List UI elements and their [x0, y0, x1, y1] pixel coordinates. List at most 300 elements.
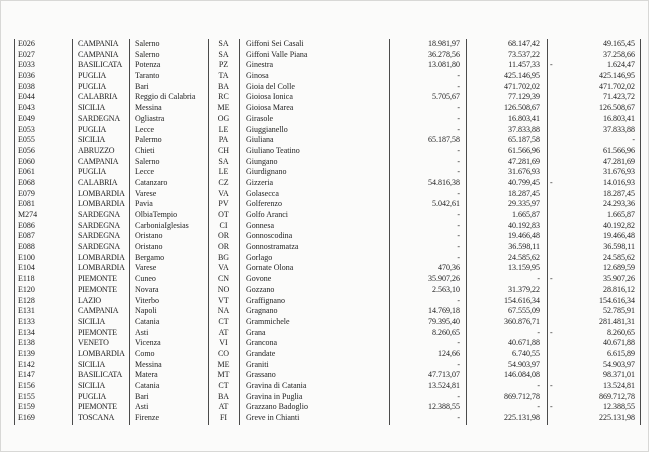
code-cell: E027: [18, 49, 35, 59]
amount3-value: 37.258,66: [603, 49, 635, 59]
municipalities-table: [14, 39, 641, 425]
amount3-value: 154.616,34: [599, 295, 635, 305]
province-cell: Cuneo: [135, 274, 156, 284]
amount3-cell: [547, 349, 641, 360]
code-cell: E043: [18, 103, 35, 113]
amount2-cell: 54.903,97: [508, 359, 540, 369]
amount3-cell: [547, 167, 641, 178]
province-code-cell: ME: [217, 103, 230, 113]
table-row: [14, 306, 641, 317]
amount3-cell: [547, 392, 641, 403]
table-row: [14, 392, 641, 403]
province-code-cell: BA: [217, 81, 230, 91]
amount1-cell: 79.395,40: [428, 316, 460, 326]
region-cell: LOMBARDIA: [78, 263, 125, 273]
code-cell: E120: [18, 284, 35, 294]
province-code-cell: FI: [219, 413, 228, 423]
amount2-cell: 225.131,98: [504, 413, 540, 423]
code-cell: E169: [18, 413, 35, 423]
table-row: [14, 381, 641, 392]
province-code-cell: NA: [217, 306, 230, 316]
municipality-cell: Grancona: [246, 338, 278, 348]
amount3-cell: [547, 413, 641, 424]
amount2-cell: 29.335,97: [508, 199, 540, 209]
region-cell: SICILIA: [78, 135, 106, 145]
table-row: [14, 50, 641, 61]
amount2-cell: 67.555,09: [508, 306, 540, 316]
province-cell: Potenza: [135, 60, 161, 70]
province-code-cell: CO: [217, 348, 230, 358]
table-row: [14, 210, 641, 221]
code-cell: E038: [18, 81, 35, 91]
amount2-cell: 869.712,78: [504, 391, 540, 401]
amount3-cell: [547, 360, 641, 371]
municipality-cell: Golferenzo: [246, 199, 282, 209]
amount3-value: 54.903,97: [603, 359, 635, 369]
region-cell: PUGLIA: [78, 71, 107, 81]
municipality-cell: Giffoni Valle Piana: [246, 49, 308, 59]
region-cell: SICILIA: [78, 381, 106, 390]
region-cell: LOMBARDIA: [78, 252, 125, 262]
amount3-cell: [547, 253, 641, 264]
amount3-value: 35.907,26: [603, 274, 635, 284]
province-code-cell: CN: [217, 274, 230, 284]
province-cell: Pavia: [135, 199, 153, 209]
amount2-cell: 471.702,02: [504, 81, 540, 91]
table-row: [14, 413, 641, 424]
code-cell: E155: [18, 391, 35, 401]
province-code-cell: SA: [218, 156, 229, 166]
amount1-cell: -: [457, 242, 460, 252]
code-cell: E156: [18, 381, 35, 390]
amount1-cell: -: [457, 167, 460, 177]
amount2-cell: 18.287,45: [508, 188, 540, 198]
province-code-cell: PV: [218, 199, 229, 209]
code-cell: E053: [18, 124, 35, 134]
code-cell: E133: [18, 316, 35, 326]
province-cell: Asti: [135, 402, 149, 412]
code-cell: E044: [18, 92, 35, 102]
municipality-cell: Gioia del Colle: [246, 81, 295, 91]
amount3-cell: [547, 146, 641, 157]
province-code-cell: AT: [218, 402, 229, 412]
amount3-value: 24.585,62: [603, 252, 635, 262]
table-row: [14, 274, 641, 285]
code-cell: E142: [18, 359, 35, 369]
code-cell: E139: [18, 348, 35, 358]
amount2-cell: 65.187,58: [508, 135, 540, 145]
table-row: [14, 253, 641, 264]
amount1-cell: 18.981,97: [428, 39, 460, 48]
table-row: [14, 103, 641, 114]
province-cell: Varese: [135, 188, 157, 198]
municipality-cell: Girasole: [246, 113, 274, 123]
amount1-cell: 54.816,38: [428, 177, 460, 187]
province-cell: CarboniaIglesias: [135, 220, 189, 230]
amount3-cell: [547, 103, 641, 114]
amount3-cell: [547, 231, 641, 242]
municipality-cell: Giuggianello: [246, 124, 288, 134]
amount2-cell: 31.379,22: [508, 284, 540, 294]
region-cell: SARDEGNA: [78, 210, 120, 219]
code-cell: E056: [18, 145, 35, 155]
amount1-cell: -: [457, 81, 460, 91]
code-cell: E068: [18, 177, 35, 187]
table-row: [14, 39, 641, 50]
region-cell: ABRUZZO: [78, 145, 115, 155]
negative-sign: -: [550, 60, 553, 70]
amount3-value: 869.712,78: [599, 391, 635, 401]
amount1-cell: 65.187,58: [428, 135, 460, 145]
province-cell: Firenze: [135, 413, 159, 423]
amount2-cell: 154.616,34: [504, 295, 540, 305]
amount2-cell: 40.799,45: [508, 177, 540, 187]
municipality-cell: Gorlago: [246, 252, 273, 262]
amount3-cell: [547, 221, 641, 232]
province-code-cell: VI: [219, 338, 228, 348]
code-cell: E104: [18, 263, 35, 273]
province-cell: Messina: [135, 103, 162, 113]
amount3-value: 24.293,36: [603, 199, 635, 209]
amount1-cell: 470,36: [438, 263, 460, 273]
amount3-cell: [547, 189, 641, 200]
municipality-cell: Gornate Olona: [246, 263, 294, 273]
amount3-value: 71.423,72: [603, 92, 635, 102]
province-cell: Novara: [135, 284, 159, 294]
table-row: [14, 296, 641, 307]
amount3-value: 6.615,89: [607, 348, 635, 358]
table-row: [14, 402, 641, 413]
table-row: [14, 360, 641, 371]
amount3-value: 49.165,45: [603, 39, 635, 48]
province-code-cell: OT: [218, 210, 229, 219]
amount3-value: 1.665,87: [607, 210, 635, 219]
province-cell: Vicenza: [135, 338, 161, 348]
negative-sign: -: [550, 381, 553, 390]
amount3-value: 28.816,12: [603, 284, 635, 294]
table-row: [14, 242, 641, 253]
municipality-cell: Gozzano: [246, 284, 275, 294]
amount3-value: 47.281,69: [603, 156, 635, 166]
region-cell: SICILIA: [78, 316, 106, 326]
province-cell: Salerno: [135, 156, 160, 166]
amount2-cell: 1.665,87: [512, 210, 540, 219]
region-cell: CALABRIA: [78, 92, 118, 102]
amount3-value: 14.016,93: [603, 177, 635, 187]
amount3-cell: [547, 71, 641, 82]
amount3-value: 61.566,96: [603, 145, 635, 155]
amount3-value: 18.287,45: [603, 188, 635, 198]
province-code-cell: VA: [218, 188, 229, 198]
code-cell: M274: [18, 210, 38, 219]
province-cell: Asti: [135, 327, 149, 337]
province-code-cell: PZ: [218, 60, 229, 70]
code-cell: E131: [18, 306, 35, 316]
table-row: [14, 370, 641, 381]
region-cell: BASILICATA: [78, 60, 123, 70]
municipality-cell: Gravina in Puglia: [246, 391, 303, 401]
province-cell: Taranto: [135, 71, 160, 81]
amount2-cell: 146.084,08: [504, 370, 540, 380]
province-code-cell: LE: [218, 167, 229, 177]
amount1-cell: -: [457, 145, 460, 155]
amount3-cell: [547, 60, 641, 71]
region-cell: PUGLIA: [78, 391, 107, 401]
region-cell: VENETO: [78, 338, 109, 348]
amount1-cell: -: [457, 220, 460, 230]
municipality-cell: Grana: [246, 327, 266, 337]
table-row: [14, 82, 641, 93]
region-cell: TOSCANA: [78, 413, 115, 423]
province-code-cell: NO: [217, 284, 230, 294]
amount1-cell: -: [457, 156, 460, 166]
code-cell: E118: [18, 274, 35, 284]
amount3-cell: [547, 328, 641, 339]
table-row: [14, 157, 641, 168]
municipality-cell: Gioiosa Ionica: [246, 92, 293, 102]
municipality-cell: Graniti: [246, 359, 269, 369]
amount3-value: 425.146,95: [599, 71, 635, 81]
amount3-value: 12.689,59: [603, 263, 635, 273]
amount1-cell: -: [457, 103, 460, 113]
amount3-value: 1.624,47: [607, 60, 635, 70]
amount1-cell: 14.769,18: [428, 306, 460, 316]
amount1-cell: -: [457, 338, 460, 348]
code-cell: E088: [18, 242, 35, 252]
amount3-value: 31.676,93: [603, 167, 635, 177]
municipality-cell: Giuliana: [246, 135, 274, 145]
region-cell: LOMBARDIA: [78, 188, 125, 198]
amount2-cell: 425.146,95: [504, 71, 540, 81]
amount3-cell: [547, 370, 641, 381]
amount3-cell: [547, 178, 641, 189]
amount3-cell: [547, 263, 641, 274]
municipality-cell: Gioiosa Marea: [246, 103, 294, 113]
province-cell: Oristano: [135, 231, 163, 241]
table-row: [14, 328, 641, 339]
amount1-cell: 124,66: [438, 348, 460, 358]
amount2-cell: 13.159,95: [508, 263, 540, 273]
province-code-cell: OG: [217, 113, 230, 123]
amount2-cell: 24.585,62: [508, 252, 540, 262]
province-code-cell: CI: [219, 220, 228, 230]
code-cell: E128: [18, 295, 35, 305]
negative-sign: -: [550, 327, 553, 337]
province-cell: Varese: [135, 263, 157, 273]
amount3-value: -: [632, 135, 635, 145]
region-cell: PUGLIA: [78, 167, 107, 177]
amount3-value: 12.388,55: [603, 402, 635, 412]
amount3-value: 13.524,81: [603, 381, 635, 390]
amount2-cell: 126.508,67: [504, 103, 540, 113]
amount3-value: 52.785,91: [603, 306, 635, 316]
province-cell: Napoli: [135, 306, 157, 316]
amount2-cell: -: [537, 274, 540, 284]
amount3-cell: [547, 199, 641, 210]
province-code-cell: CT: [218, 381, 229, 390]
municipality-cell: Giungano: [246, 156, 278, 166]
amount1-cell: 5.042,61: [432, 199, 460, 209]
code-cell: E061: [18, 167, 35, 177]
municipality-cell: Giffoni Sei Casali: [246, 39, 304, 48]
amount3-cell: [547, 135, 641, 146]
table-row: [14, 317, 641, 328]
municipality-cell: Gravina di Catania: [246, 381, 307, 390]
province-code-cell: PA: [218, 135, 229, 145]
amount2-cell: 37.833,88: [508, 124, 540, 134]
amount1-cell: -: [457, 210, 460, 219]
amount3-cell: [547, 296, 641, 307]
amount1-cell: 12.388,55: [428, 402, 460, 412]
province-cell: Viterbo: [135, 295, 159, 305]
code-cell: E138: [18, 338, 35, 348]
province-cell: Catanzaro: [135, 177, 168, 187]
table-row: [14, 178, 641, 189]
amount3-value: 225.131,98: [599, 413, 635, 423]
province-cell: Messina: [135, 359, 162, 369]
amount2-cell: -: [537, 402, 540, 412]
region-cell: CALABRIA: [78, 177, 118, 187]
province-cell: Bergamo: [135, 252, 165, 262]
amount2-cell: 77.129,39: [508, 92, 540, 102]
municipality-cell: Greve in Chianti: [246, 413, 300, 423]
province-code-cell: VA: [218, 263, 229, 273]
municipality-cell: Grazzano Badoglio: [246, 402, 308, 412]
region-cell: PUGLIA: [78, 81, 107, 91]
region-cell: CAMPANIA: [78, 306, 119, 316]
amount1-cell: 47.713,07: [428, 370, 460, 380]
amount1-cell: -: [457, 71, 460, 81]
table-row: [14, 135, 641, 146]
amount3-value: 37.833,88: [603, 124, 635, 134]
amount2-cell: 40.671,88: [508, 338, 540, 348]
negative-sign: -: [550, 177, 553, 187]
code-cell: E060: [18, 156, 35, 166]
amount3-cell: [547, 402, 641, 413]
municipality-cell: Giurdignano: [246, 167, 287, 177]
amount3-value: 8.260,65: [607, 327, 635, 337]
negative-sign: -: [550, 402, 553, 412]
region-cell: SARDEGNA: [78, 242, 120, 252]
amount3-value: 281.481,31: [599, 316, 635, 326]
code-cell: E134: [18, 327, 35, 337]
region-cell: SARDEGNA: [78, 231, 120, 241]
region-cell: PIEMONTE: [78, 284, 117, 294]
province-cell: Lecce: [135, 124, 155, 134]
amount1-cell: 13.524,81: [428, 381, 460, 390]
amount3-cell: [547, 210, 641, 221]
province-code-cell: SA: [218, 39, 229, 48]
province-cell: Matera: [135, 370, 158, 380]
amount3-cell: [547, 381, 641, 392]
region-cell: PIEMONTE: [78, 327, 117, 337]
table-row: [14, 338, 641, 349]
province-cell: Oristano: [135, 242, 163, 252]
amount3-cell: [547, 338, 641, 349]
amount1-cell: 35.907,26: [428, 274, 460, 284]
province-code-cell: CH: [217, 145, 230, 155]
code-cell: E026: [18, 39, 35, 48]
amount2-cell: -: [537, 327, 540, 337]
province-code-cell: OR: [217, 242, 230, 252]
municipality-cell: Gonnoscodina: [246, 231, 293, 241]
table-row: [14, 199, 641, 210]
amount1-cell: -: [457, 391, 460, 401]
municipality-cell: Golfo Aranci: [246, 210, 288, 219]
province-cell: Palermo: [135, 135, 162, 145]
amount2-cell: 47.281,69: [508, 156, 540, 166]
province-cell: Bari: [135, 81, 149, 91]
province-code-cell: TA: [218, 71, 229, 81]
municipality-cell: Govone: [246, 274, 272, 284]
amount2-cell: 6.740,55: [512, 348, 540, 358]
amount3-value: 471.702,02: [599, 81, 635, 91]
table-row: [14, 146, 641, 157]
municipality-cell: Gragnano: [246, 306, 278, 316]
municipality-cell: Giuliano Teatino: [246, 145, 300, 155]
province-cell: Reggio di Calabria: [135, 92, 196, 102]
amount3-cell: [547, 92, 641, 103]
province-code-cell: LE: [218, 124, 229, 134]
province-cell: Catania: [135, 316, 160, 326]
amount2-cell: 61.566,96: [508, 145, 540, 155]
region-cell: PIEMONTE: [78, 402, 117, 412]
province-code-cell: VT: [218, 295, 229, 305]
region-cell: CAMPANIA: [78, 39, 119, 48]
province-cell: Ogliastra: [135, 113, 165, 123]
table-row: [14, 60, 641, 71]
amount1-cell: -: [457, 124, 460, 134]
amount3-cell: [547, 317, 641, 328]
amount3-cell: [547, 285, 641, 296]
amount1-cell: 8.260,65: [432, 327, 460, 337]
code-cell: E159: [18, 402, 35, 412]
amount3-cell: [547, 125, 641, 136]
table-row: [14, 349, 641, 360]
code-cell: E049: [18, 113, 35, 123]
province-code-cell: BG: [217, 252, 230, 262]
province-cell: Como: [135, 348, 155, 358]
amount2-cell: 36.598,11: [508, 242, 540, 252]
province-code-cell: ME: [217, 359, 230, 369]
amount3-cell: [547, 274, 641, 285]
amount1-cell: -: [457, 231, 460, 241]
province-cell: Salerno: [135, 49, 160, 59]
table-row: [14, 71, 641, 82]
table-row: [14, 125, 641, 136]
province-code-cell: AT: [218, 327, 229, 337]
amount1-cell: -: [457, 413, 460, 423]
code-cell: E086: [18, 220, 35, 230]
region-cell: CAMPANIA: [78, 49, 119, 59]
municipality-cell: Gizzeria: [246, 177, 274, 187]
amount1-cell: 5.705,67: [432, 92, 460, 102]
amount3-value: 40.192,82: [603, 220, 635, 230]
code-cell: E087: [18, 231, 35, 241]
negative-sign: -: [550, 274, 553, 284]
amount3-cell: [547, 157, 641, 168]
region-cell: SARDEGNA: [78, 220, 120, 230]
province-code-cell: BA: [217, 391, 230, 401]
municipality-cell: Grassano: [246, 370, 276, 380]
amount1-cell: -: [457, 359, 460, 369]
amount3-value: 126.508,67: [599, 103, 635, 113]
province-code-cell: RC: [218, 92, 229, 102]
amount2-cell: 68.147,42: [508, 39, 540, 48]
table-row: [14, 285, 641, 296]
province-code-cell: OR: [217, 231, 230, 241]
amount3-value: 40.671,88: [603, 338, 635, 348]
